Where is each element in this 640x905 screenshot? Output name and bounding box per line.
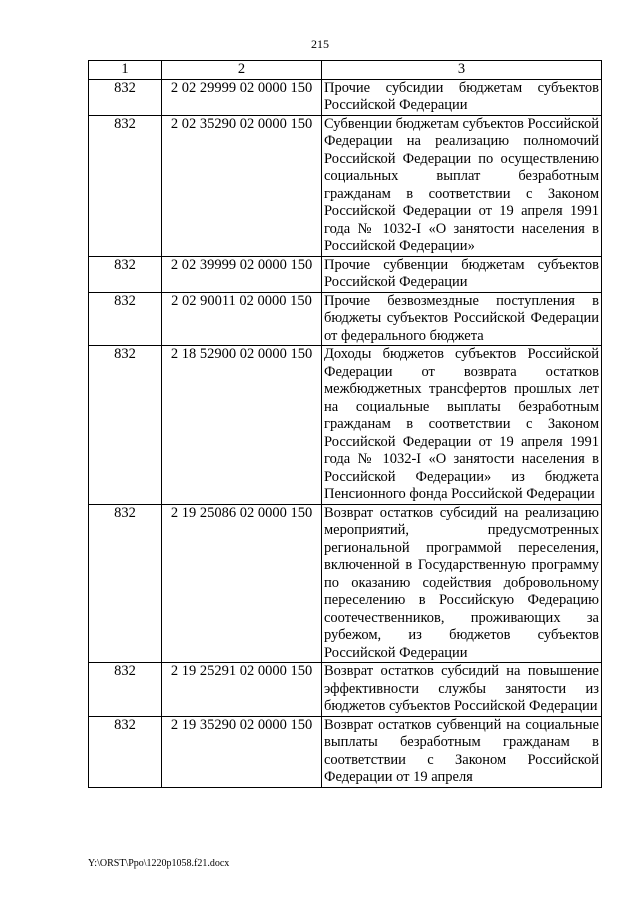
file-path-footer: Y:\ORST\Ppo\1220p1058.f21.docx bbox=[88, 858, 230, 869]
budget-code-cell: 2 19 25086 02 0000 150 bbox=[162, 504, 322, 663]
header-col-2: 2 bbox=[162, 61, 322, 80]
description-cell: Возврат остатков субвенций на социальные выплаты безработным гражданам в соответствии с Законом Российской Федерации от 19 апреля bbox=[322, 716, 602, 787]
table-row bbox=[89, 256, 602, 292]
admin-code-cell: 832 bbox=[89, 663, 162, 717]
page-number: 215 bbox=[311, 37, 329, 51]
table-header-row bbox=[89, 61, 602, 80]
admin-code-cell: 832 bbox=[89, 292, 162, 346]
description-cell: Возврат остатков субсидий на повышение эффективности службы занятости из бюджетов субъектов Российской Федерации bbox=[322, 663, 602, 717]
description-cell: Возврат остатков субсидий на реализацию мероприятий, предусмотренных региональной программой переселения, включенной в Государственную программу по оказанию содействия добровольному переселению в Российскую Федерацию соотечественников, проживающих за рубежом, из бюджетов субъектов Российской Федерации bbox=[322, 504, 602, 663]
admin-code-cell: 832 bbox=[89, 716, 162, 787]
description-cell: Прочие субсидии бюджетам субъектов Российской Федерации bbox=[322, 79, 602, 115]
admin-code-cell: 832 bbox=[89, 256, 162, 292]
admin-code-cell: 832 bbox=[89, 346, 162, 505]
revenue-codes-table bbox=[88, 60, 602, 788]
table-row bbox=[89, 504, 602, 663]
table-row bbox=[89, 79, 602, 115]
description-cell: Прочие безвозмездные поступления в бюджеты субъектов Российской Федерации от федерального бюджета bbox=[322, 292, 602, 346]
admin-code-cell: 832 bbox=[89, 504, 162, 663]
budget-code-cell: 2 02 90011 02 0000 150 bbox=[162, 292, 322, 346]
admin-code-cell: 832 bbox=[89, 79, 162, 115]
budget-code-cell: 2 02 39999 02 0000 150 bbox=[162, 256, 322, 292]
budget-code-cell: 2 19 25291 02 0000 150 bbox=[162, 663, 322, 717]
table-row bbox=[89, 663, 602, 717]
description-cell: Субвенции бюджетам субъектов Российской Федерации на реализацию полномочий Российской Федерации по осуществлению социальных выплат безработным гражданам в соответствии с Законом Российской Федерации от 19 апреля 1991 года № 1032-I «О занятости населения в Российской Федерации» bbox=[322, 115, 602, 256]
budget-code-cell: 2 18 52900 02 0000 150 bbox=[162, 346, 322, 505]
admin-code-cell: 832 bbox=[89, 115, 162, 256]
budget-code-cell: 2 19 35290 02 0000 150 bbox=[162, 716, 322, 787]
header-col-3: 3 bbox=[322, 61, 602, 80]
description-cell: Доходы бюджетов субъектов Российской Федерации от возврата остатков межбюджетных трансфертов прошлых лет на социальные выплаты безработным гражданам в соответствии с Законом Российской Федерации от 19 апреля 1991 года № 1032-I «О занятости населения в Российской Федерации» из бюджета Пенсионного фонда Российской Федерации bbox=[322, 346, 602, 505]
header-col-1: 1 bbox=[89, 61, 162, 80]
budget-code-cell: 2 02 35290 02 0000 150 bbox=[162, 115, 322, 256]
table-row bbox=[89, 716, 602, 787]
table-row bbox=[89, 292, 602, 346]
description-cell: Прочие субвенции бюджетам субъектов Российской Федерации bbox=[322, 256, 602, 292]
table-row bbox=[89, 346, 602, 505]
budget-code-cell: 2 02 29999 02 0000 150 bbox=[162, 79, 322, 115]
table-row bbox=[89, 115, 602, 256]
